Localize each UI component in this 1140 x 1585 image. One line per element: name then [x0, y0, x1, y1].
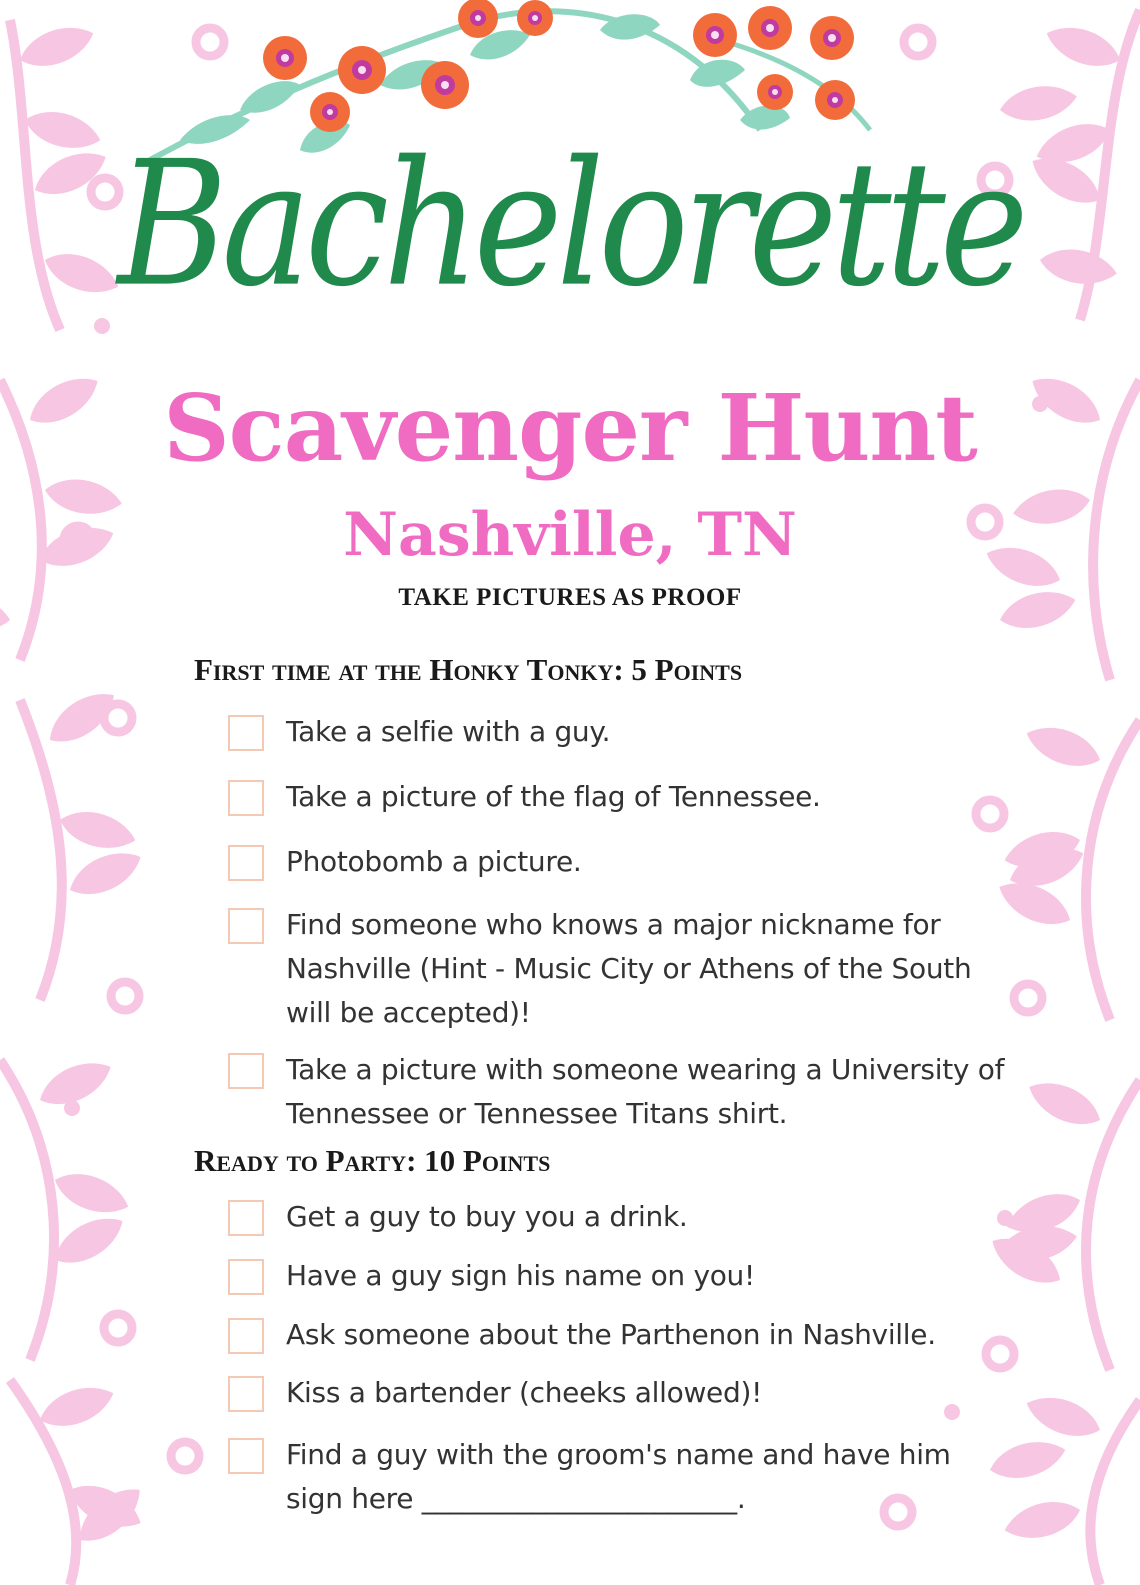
checklist-item-text: Take a selfie with a guy.	[286, 715, 611, 748]
checklist-item	[228, 775, 1006, 819]
checklist-item	[228, 1195, 1006, 1239]
checklist-item-text: Photobomb a picture.	[286, 845, 582, 878]
checkbox[interactable]	[228, 1376, 264, 1412]
checklist-item	[228, 1048, 1006, 1136]
section-heading: First time at the Honky Tonky: 5 Points	[194, 652, 743, 687]
checkbox[interactable]	[228, 1318, 264, 1354]
checklist-item	[228, 903, 1006, 1035]
checkbox[interactable]	[228, 1053, 264, 1089]
checkbox[interactable]	[228, 780, 264, 816]
checklist-item-text: Ask someone about the Parthenon in Nashville.	[286, 1318, 936, 1351]
checklist-item	[228, 1371, 1006, 1415]
page-title: Scavenger Hunt	[163, 374, 977, 482]
instruction-text: TAKE PICTURES AS PROOF	[398, 584, 742, 611]
checklist-item-text: Find a guy with the groom's name and have him sign here _______________________.	[286, 1438, 951, 1515]
script-title: Bachelorette	[117, 124, 1023, 326]
checklist-item-text: Have a guy sign his name on you!	[286, 1259, 755, 1292]
checklist-item	[228, 1254, 1006, 1298]
checkbox[interactable]	[228, 908, 264, 944]
checkbox[interactable]	[228, 845, 264, 881]
checkbox[interactable]	[228, 1259, 264, 1295]
checklist-item-text: Take a picture of the flag of Tennessee.	[286, 780, 821, 813]
checklist-item-text: Find someone who knows a major nickname for Nashville (Hint - Music City or Athens of the South will be accepted)!	[286, 908, 972, 1029]
checkbox[interactable]	[228, 1200, 264, 1236]
city-subtitle: Nashville, TN	[343, 500, 797, 570]
checkbox[interactable]	[228, 1438, 264, 1474]
checkbox[interactable]	[228, 715, 264, 751]
checklist-item-text: Take a picture with someone wearing a University of Tennessee or Tennessee Titans shirt.	[286, 1053, 1005, 1130]
checklist-item	[228, 1433, 1006, 1521]
checklist-item	[228, 840, 1006, 884]
checklist-item-text: Kiss a bartender (cheeks allowed)!	[286, 1376, 762, 1409]
checklist-item-text: Get a guy to buy you a drink.	[286, 1200, 688, 1233]
checklist-item	[228, 1313, 1006, 1357]
checklist-item	[228, 710, 1006, 754]
section-heading: Ready to Party: 10 Points	[194, 1143, 551, 1178]
